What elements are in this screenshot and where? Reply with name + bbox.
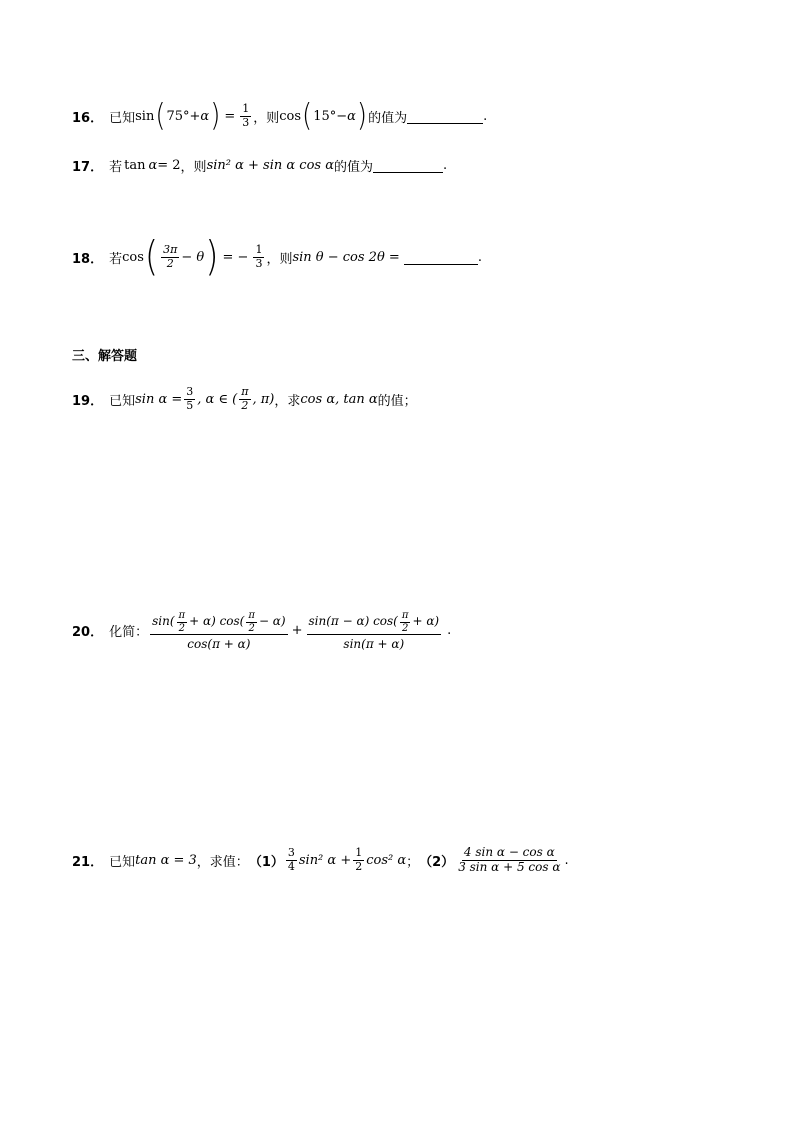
math-tan: tan <box>124 158 146 173</box>
text: ； <box>406 854 420 870</box>
math-alpha: α <box>148 158 158 173</box>
math-theta: − θ <box>181 249 205 265</box>
left-paren: ( <box>144 233 159 281</box>
period: . <box>483 108 488 124</box>
numerator: 1 <box>355 846 363 860</box>
math-eq: = <box>224 108 236 124</box>
text: sin( <box>152 614 175 629</box>
fraction-3-4 <box>286 847 297 873</box>
period: . <box>477 249 482 265</box>
numerator: 3 <box>186 385 194 398</box>
math-sin: sin α = <box>135 391 183 407</box>
denominator: 2 <box>166 256 174 270</box>
numerator <box>307 610 442 635</box>
denominator: 2 <box>355 859 363 873</box>
text: 若 <box>109 251 123 267</box>
math-plus: + <box>291 623 303 639</box>
text: 已知 <box>109 110 136 126</box>
part-label: （1） <box>248 854 284 870</box>
text: + α) <box>412 614 440 629</box>
fraction-term-1 <box>150 610 287 652</box>
question-number: 16． <box>72 110 104 126</box>
text: sin(π − α) cos( <box>308 614 398 629</box>
math-eq: = 2 <box>157 158 181 173</box>
answer-blank[interactable] <box>404 250 478 265</box>
fraction-3-5 <box>184 386 195 412</box>
denominator: 3 <box>242 115 250 129</box>
denominator: 3 sin α + 5 cos α <box>458 859 561 874</box>
math-sin: sin <box>135 108 155 124</box>
question-number: 21． <box>72 854 104 870</box>
answer-blank[interactable] <box>407 109 483 124</box>
question-number: 19． <box>72 393 104 409</box>
math-angle: 15°− <box>313 108 348 124</box>
part-label: （2） <box>419 854 455 870</box>
math-angle: 75°+ <box>166 108 201 124</box>
text: − α) <box>258 614 286 629</box>
answer-blank[interactable] <box>373 158 443 173</box>
question-number: 20． <box>72 625 104 641</box>
period: . <box>443 158 448 173</box>
math-alpha: α <box>347 108 356 124</box>
question-16 <box>72 98 488 135</box>
text: 的值为 <box>368 110 408 126</box>
denominator: 3 <box>255 256 263 270</box>
question-19 <box>72 386 417 412</box>
right-paren: ) <box>210 98 221 135</box>
text: ，则 <box>180 160 207 175</box>
denominator: 2 <box>178 622 185 634</box>
question-number: 17． <box>72 160 104 175</box>
fraction-pi-2 <box>400 610 411 634</box>
text: 化简： <box>109 625 149 641</box>
text: 已知 <box>109 393 136 409</box>
denominator: 2 <box>401 622 409 634</box>
right-paren: ) <box>356 98 368 135</box>
numerator: π <box>178 610 186 621</box>
math-cos: cos <box>122 249 144 265</box>
denominator: 5 <box>186 398 194 412</box>
math-expression: sin θ − cos 2θ = <box>292 249 400 265</box>
math-expression: cos² α <box>366 852 407 868</box>
text: ，求值： <box>196 854 249 870</box>
denominator: cos(π + α) <box>187 637 251 651</box>
fraction-pi-2 <box>239 386 250 412</box>
text: + α) cos( <box>189 614 245 629</box>
numerator: 1 <box>242 102 250 115</box>
math-expression: sin² α + sin α cos α <box>206 158 334 173</box>
numerator: π <box>241 385 249 398</box>
left-paren: ( <box>155 98 166 135</box>
fraction-1-2 <box>353 847 364 873</box>
period: . <box>564 852 569 868</box>
numerator: 1 <box>255 242 263 256</box>
math-expression: cos α, tan α <box>300 391 378 407</box>
numerator: 3π <box>163 242 178 256</box>
text: ，则 <box>253 110 280 126</box>
question-18 <box>72 233 482 281</box>
math-interval: , π) <box>252 391 275 407</box>
math-interval: , α ∈ ( <box>197 391 238 407</box>
math-cos: cos <box>279 108 302 124</box>
denominator: sin(π + α) <box>343 637 405 651</box>
numerator <box>150 610 287 635</box>
fraction-pi-2 <box>246 610 257 634</box>
text: 已知 <box>109 854 136 870</box>
numerator: π <box>248 610 255 621</box>
question-21 <box>72 846 569 875</box>
text: ，则 <box>266 251 293 267</box>
numerator: 3 <box>287 846 295 860</box>
denominator: 2 <box>248 622 255 634</box>
fraction-term-2 <box>307 610 442 652</box>
fraction-expression <box>456 846 562 875</box>
text: 的值为 <box>333 160 373 175</box>
section-title: 三、解答题 <box>72 349 138 364</box>
question-number: 18． <box>72 251 104 267</box>
math-expression: sin² α + <box>298 852 352 868</box>
numerator: 4 sin α − cos α <box>463 845 555 859</box>
text: 若 <box>109 160 123 175</box>
math-tan: tan α = 3 <box>135 852 197 868</box>
fraction-3pi-over-2 <box>161 244 179 270</box>
fraction-one-third <box>253 244 264 270</box>
numerator: π <box>401 610 409 621</box>
fraction-pi-2 <box>177 610 188 634</box>
question-20 <box>72 610 451 652</box>
math-alpha: α <box>200 108 210 124</box>
math-eq: = − <box>222 249 249 265</box>
right-paren: ) <box>205 233 219 281</box>
text: ，求 <box>274 393 301 409</box>
denominator: 2 <box>241 398 249 412</box>
denominator: 4 <box>287 859 295 873</box>
text: 的值； <box>377 393 417 409</box>
fraction-one-third <box>240 103 251 129</box>
question-17 <box>72 156 447 175</box>
left-paren: ( <box>302 98 313 135</box>
period: . <box>447 623 452 639</box>
